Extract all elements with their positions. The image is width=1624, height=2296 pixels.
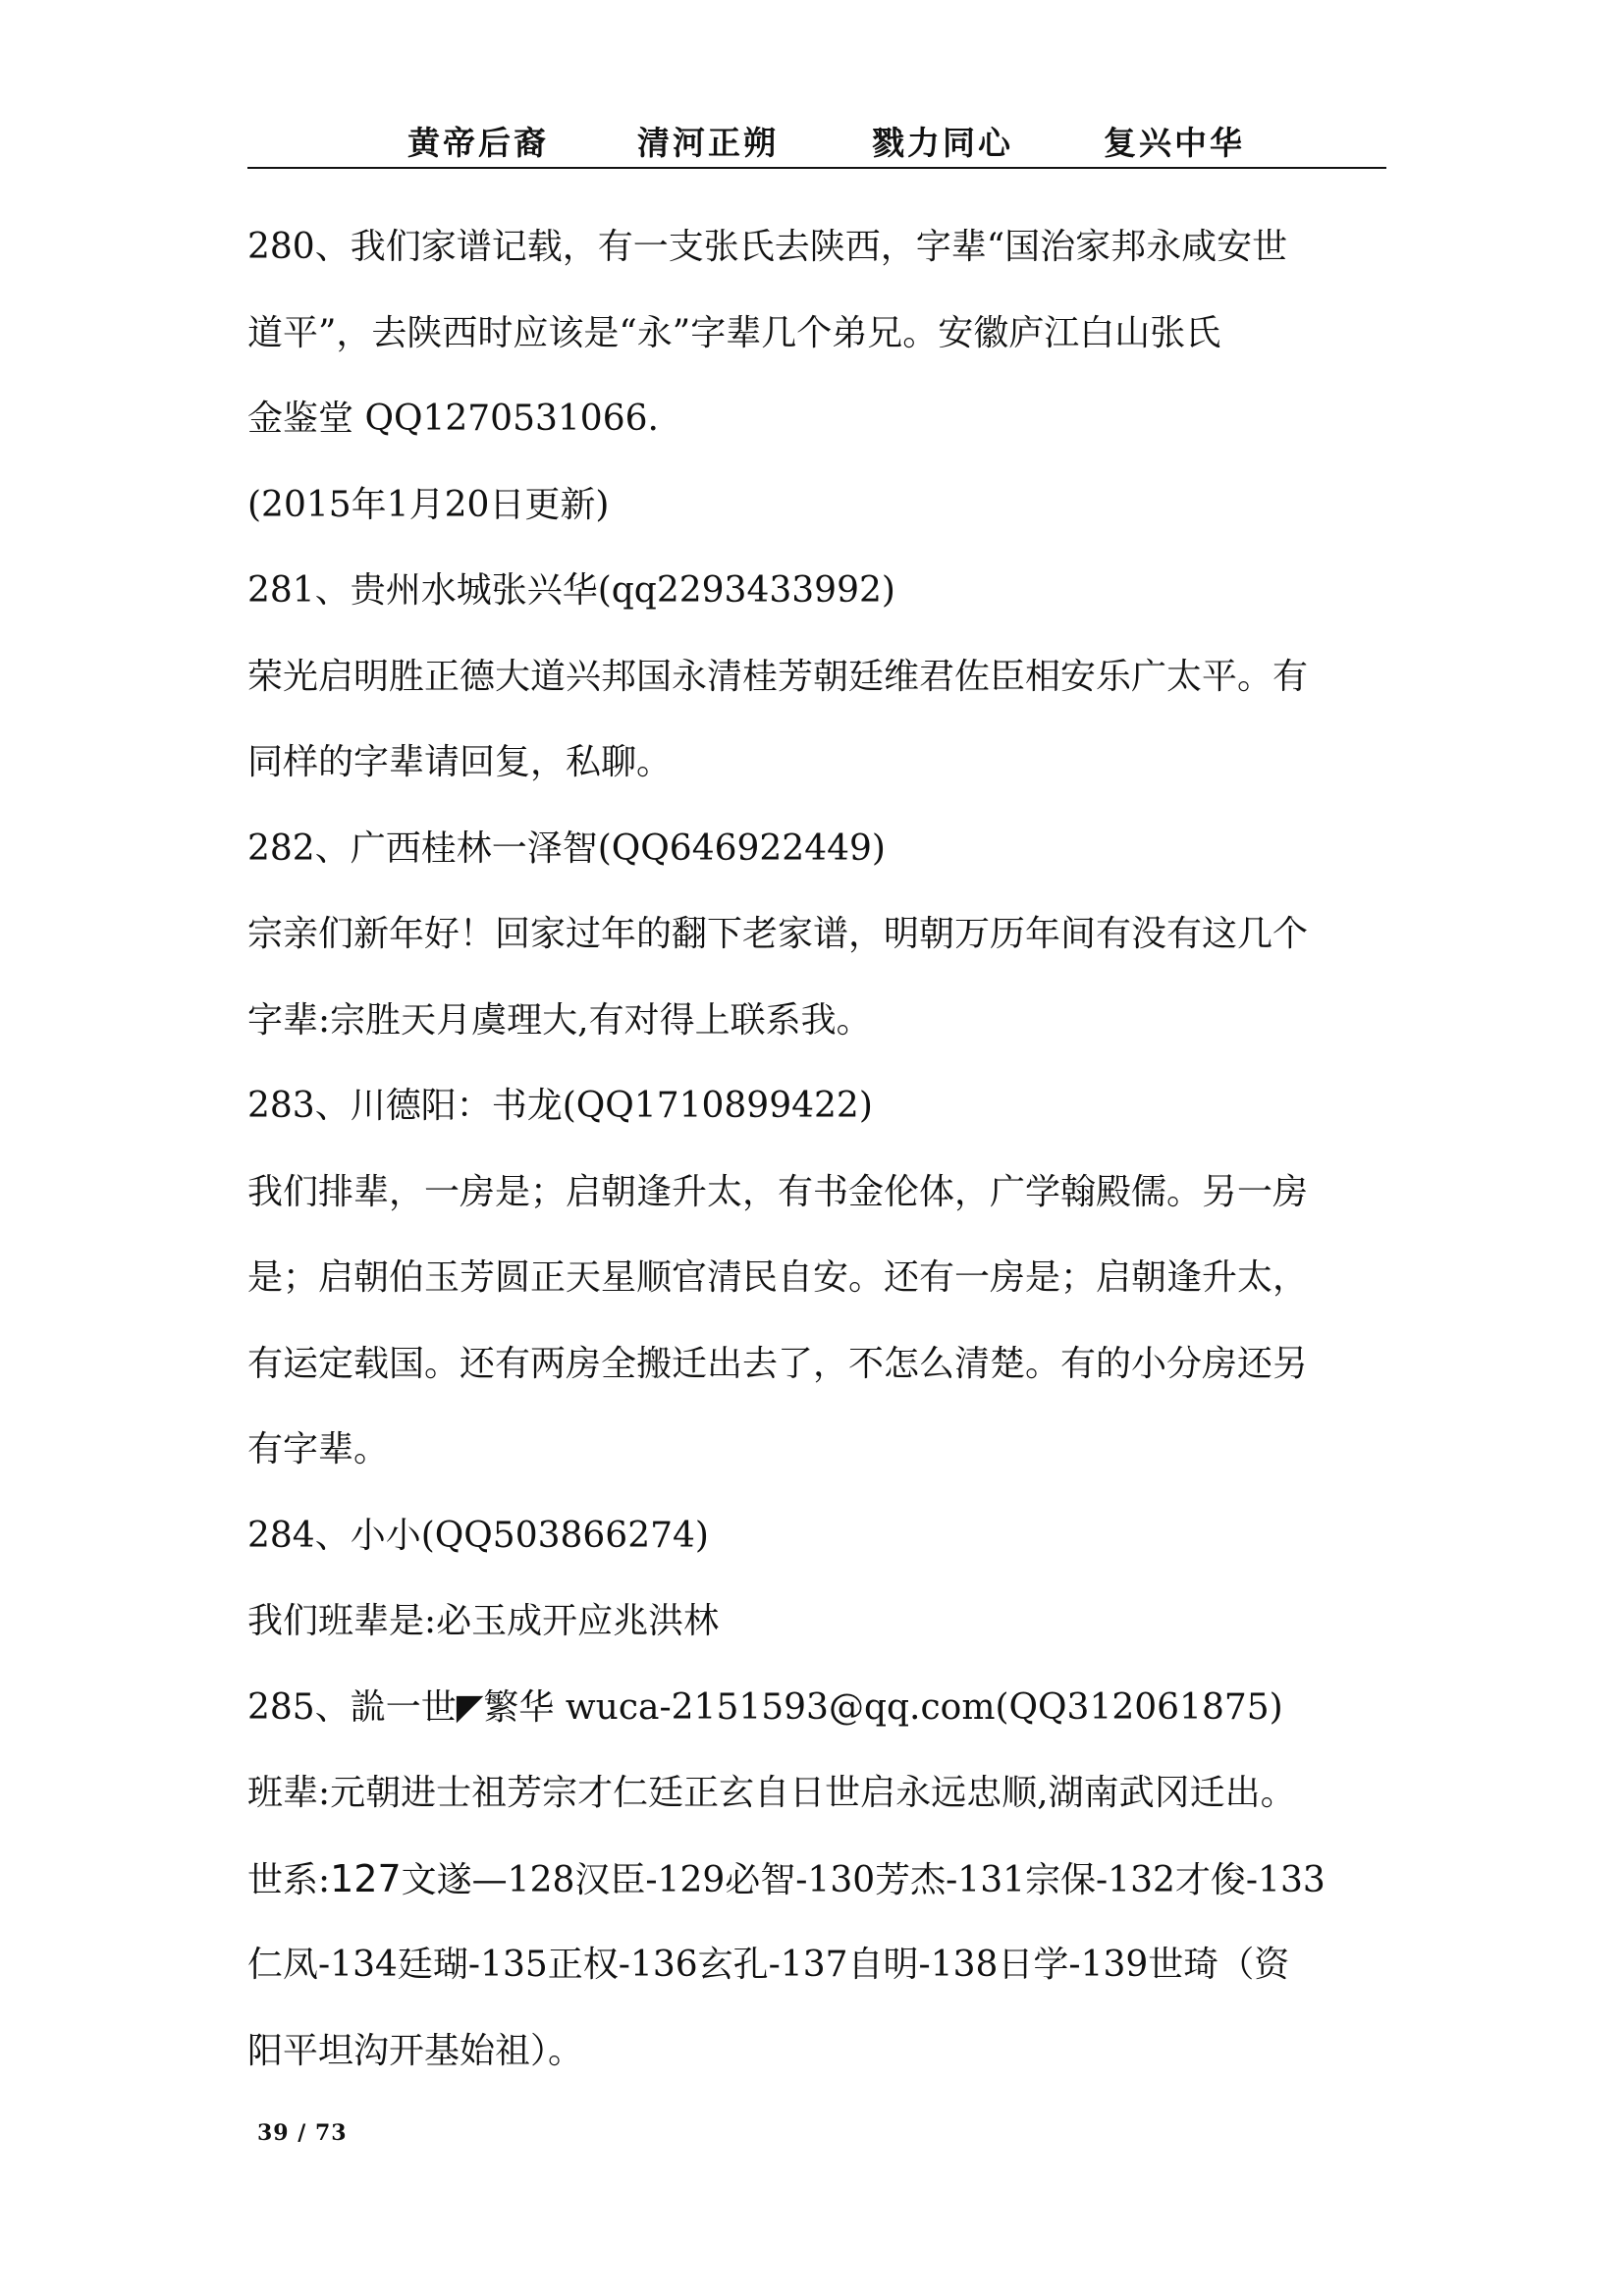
lineage-prefix: 世系: (247, 1859, 331, 1900)
header-motto-4: 复兴中华 (1104, 124, 1245, 162)
text-line: 有运定载国。还有两房全搬迁出去了，不怎么清楚。有的小分房还另 (247, 1343, 1309, 1384)
text-line: 宗亲们新年好！回家过年的翻下老家谱，明朝万历年间有没有这几个 (247, 914, 1309, 954)
text-line: 班辈:元朝进士祖芳宗才仁廷正玄自日世启永远忠顺,湖南武冈迁出。 (247, 1773, 1296, 1813)
text-line: 阳平坦沟开基始祖）。 (247, 2030, 584, 2071)
entry-heading: 282、广西桂林一泽智(QQ646922449) (247, 828, 886, 869)
header-motto-3: 戮力同心 (872, 124, 1013, 162)
page-header (247, 114, 1386, 169)
text-line: 我们排辈，一房是；启朝逢升太，有书金伦体，广学翰殿儒。另一房 (247, 1171, 1309, 1212)
entry-heading: 281、贵州水城张兴华(qq2293433992) (247, 570, 895, 611)
text-line: 有字辈。 (247, 1429, 390, 1469)
text-line: 仁凤-134廷瑚-135正权-136玄孔-137自明-138日学-139世琦（资 (247, 1945, 1290, 1985)
lineage-number: 127 (330, 1856, 402, 1900)
entry-heading: 285、詤一世◤繁华 wuca-2151593@qq.com(QQ312061875) (247, 1686, 1283, 1728)
text-line: 道平”，去陕西时应该是“永”字辈几个弟兄。安徽庐江白山张氏 (247, 312, 1221, 353)
page-number: 39 / 73 (257, 2120, 348, 2146)
text-line: 荣光启明胜正德大道兴邦国永清桂芳朝廷维君佐臣相安乐广太平。有 (247, 656, 1309, 697)
text-line: 字辈:宗胜天月虞理大,有对得上联系我。 (247, 999, 872, 1041)
entry-heading: 283、川德阳：书龙(QQ1710899422) (247, 1086, 873, 1126)
text-line: 我们班辈是:必玉成开应兆洪林 (247, 1601, 720, 1641)
entry-heading: 284、小小(QQ503866274) (247, 1515, 709, 1556)
text-line: 280、我们家谱记载，有一支张氏去陕西，字辈“国治家邦永咸安世 (247, 227, 1288, 267)
header-motto-1: 黄帝后裔 (407, 124, 549, 162)
lineage-rest: 文遂—128汉臣-129必智-130芳杰-131宗保-132才俊-133 (401, 1859, 1326, 1900)
text-line: 金鉴堂 QQ1270531066. (247, 399, 659, 439)
text-line: 是；启朝伯玉芳圆正天星顺官清民自安。还有一房是；启朝逢升太， (247, 1257, 1309, 1298)
document-body (247, 204, 1386, 2094)
update-note: (2015年1月20日更新) (247, 484, 610, 525)
text-line: 同样的字辈请回复，私聊。 (247, 742, 673, 782)
header-motto-2: 清河正朔 (637, 124, 779, 162)
text-line (247, 1837, 1386, 1923)
